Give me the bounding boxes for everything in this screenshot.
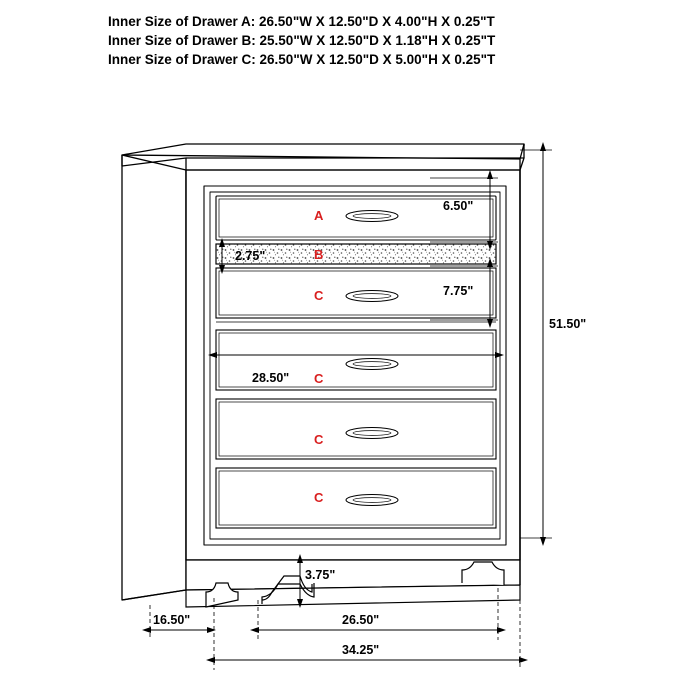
dim-label-foot-height: 3.75" bbox=[305, 568, 336, 582]
drawer-label-b: B bbox=[314, 247, 324, 262]
drawer-label-c4: C bbox=[314, 490, 324, 505]
dim-label-total-width: 34.25" bbox=[342, 643, 380, 657]
dim-label-front-width: 26.50" bbox=[342, 613, 380, 627]
dim-label-depth: 16.50" bbox=[153, 613, 191, 627]
dim-label-total-height: 51.50" bbox=[549, 317, 587, 331]
dim-label-drawer-b-height: 2.75" bbox=[235, 249, 266, 263]
spec-line-drawer-c: Inner Size of Drawer C: 26.50"W X 12.50"D X 5.00"H X 0.25"T bbox=[108, 52, 496, 67]
drawer-label-c2: C bbox=[314, 371, 324, 386]
dim-label-inner-width: 28.50" bbox=[252, 371, 290, 385]
drawer-label-c3: C bbox=[314, 432, 324, 447]
spec-line-drawer-a: Inner Size of Drawer A: 26.50"W X 12.50"D X 4.00"H X 0.25"T bbox=[108, 14, 495, 29]
dim-label-drawer-a-height: 6.50" bbox=[443, 199, 474, 213]
drawer-label-c1: C bbox=[314, 288, 324, 303]
spec-line-drawer-b: Inner Size of Drawer B: 25.50"W X 12.50"D X 1.18"H X 0.25"T bbox=[108, 33, 496, 48]
dim-label-drawer-c-height: 7.75" bbox=[443, 284, 474, 298]
drawer-label-a: A bbox=[314, 208, 324, 223]
